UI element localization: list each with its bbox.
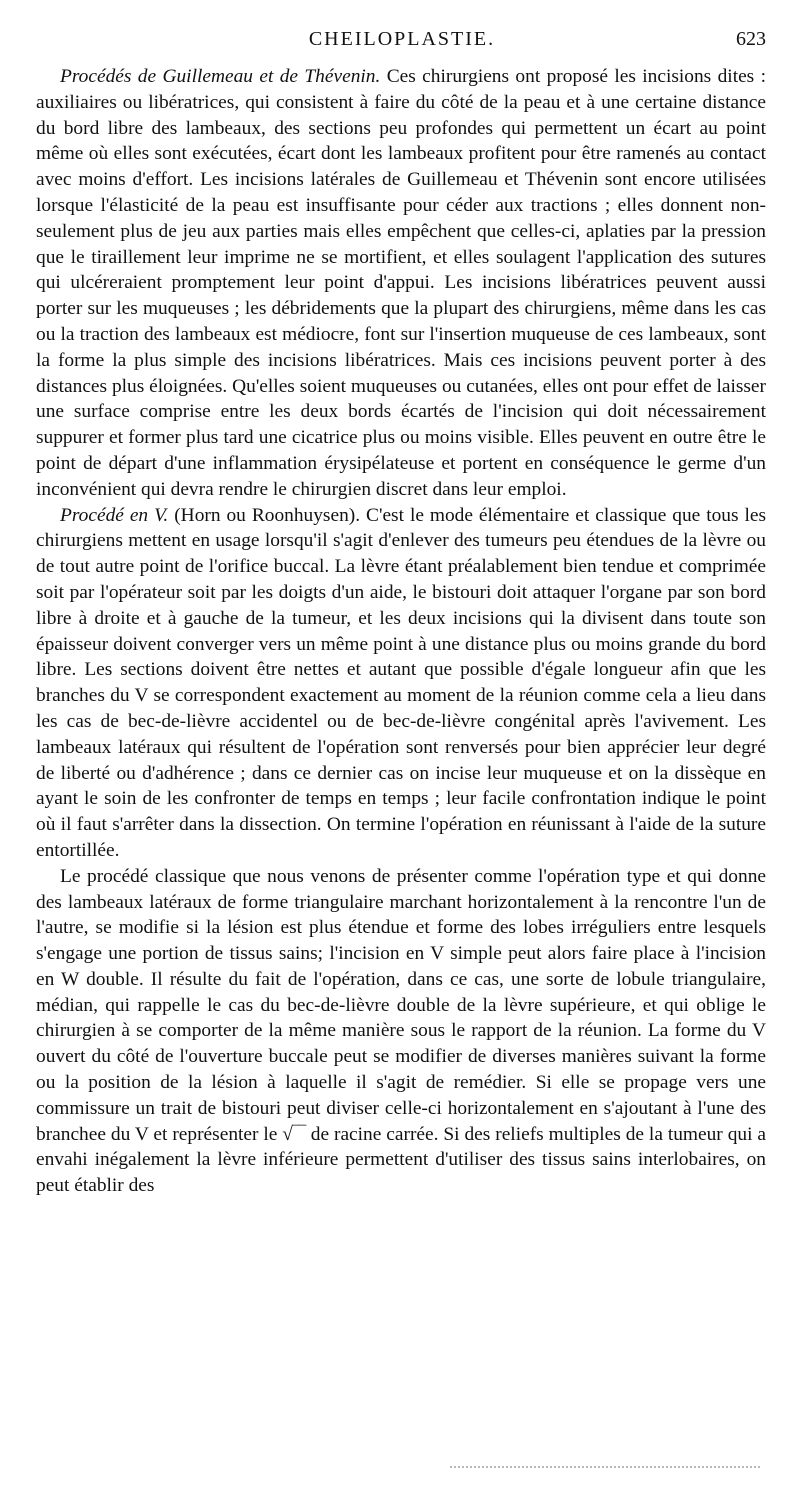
paragraph-procede-classique xyxy=(36,864,766,1199)
body-text xyxy=(36,64,766,1199)
page-header xyxy=(38,28,766,58)
paragraph-text: Le procédé classique que nous venons de présenter comme l'opération type et qui donne des lambeaux latéraux de forme triangulaire marchant horizontalement à la rencontre l'un de l'autre, se modifie si la lésion est plus étendue et forme des lobes irréguliers entre lesquels s'engage une portion de tissus sains; l'incision en V simple peut alors faire place à l'incision en W double. Il résulte du fait de l'opération, dans ce cas, une sorte de lobule triangulaire, médian, qui rappelle le cas du bec-de-lièvre double de la lèvre supérieure, et qui oblige le chirurgien à se comporter de la même manière sous le rapport de la réunion. La forme du V ouvert du côté de l'ouverture buccale peut se modifier de diverses manières suivant la forme ou la position de la lésion à laquelle il s'agit de remédier. Si elle se propage vers une commissure un trait de bistouri peut diviser celle-ci horizontalement en s'ajoutant à l'une des branchee du V et représenter le √‾‾ de racine carrée. Si des reliefs multiples de la tumeur qui a envahi inégalement la lèvre inférieure permettent d'utiliser des tissus sains interlobaires, on peut établir des xyxy=(36,865,766,1197)
paragraph-lead: Procédé en V. xyxy=(60,504,169,526)
paragraph-procede-en-v xyxy=(36,503,766,864)
page-number: 623 xyxy=(736,28,766,50)
bleed-through-trace xyxy=(450,1466,760,1472)
paragraph-text: (Horn ou Roonhuysen). C'est le mode élémentaire et classique que tous les chirurgiens mettent en usage lorsqu'il s'agit d'enlever des tumeurs peu étendues de la lèvre ou de tout autre point de l'orifice buccal. La lèvre étant préalablement bien tendue et comprimée soit par l'opérateur soit par les doigts d'un aide, le bistouri doit attaquer l'organe par son bord libre à droite et à gauche de la tumeur, et les deux incisions qui la divisent dans toute son épaisseur doivent converger vers un même point à une distance plus ou moins grande du bord libre. Les sections doivent être nettes et autant que possible d'égale longueur afin que les branches du V se correspondent exactement au moment de la réunion comme cela a lieu dans les cas de bec-de-lièvre accidentel ou de bec-de-lièvre congénital après l'avivement. Les lambeaux latéraux qui résultent de l'opération sont renversés pour bien apprécier leur degré de liberté ou d'adhérence ; dans ce dernier cas on incise leur muqueuse et on la dissèque en ayant le soin de les confronter de temps en temps ; leur facile confrontation indique le point où il faut s'arrêter dans la dissection. On termine l'opération en réunissant à l'aide de la suture entortillée. xyxy=(36,504,767,861)
paragraph-guillemeau xyxy=(36,64,766,503)
running-title: CHEILOPLASTIE. xyxy=(308,28,496,50)
paragraph-lead: Procédés de Guillemeau et de Thévenin. xyxy=(60,66,381,87)
paragraph-text: Ces chirurgiens ont proposé les incisions dites : auxiliaires ou libératrices, qui consistent à faire du côté de la peau et à une certaine distance du bord libre des lambeaux, des sections peu profondes qui permettent un écart au point même où elles sont exécutées, écart dont les lambeaux profitent pour être ramenés au contact avec moins d'effort. Les incisions latérales de Guillemeau et Thévenin sont encore utilisées lorsque l'élasticité de la peau est insuffisante pour céder aux tractions ; elles donnent non-seulement plus de jeu aux parties mais elles empêchent que celles-ci, aplaties par la pression que le tiraillement leur imprime ne se mortifient, et elles soulagent l'application des sutures qui ulcéreraient promptement leur point d'appui. Les incisions libératrices peuvent aussi porter sur les muqueuses ; les débridements que la plupart des chirurgiens, même dans les cas ou la traction des lambeaux est médiocre, font sur l'insertion muqueuse de ces lambeaux, sont la forme la plus simple des incisions libératrices. Mais ces incisions peuvent porter à des distances plus éloignées. Qu'elles soient muqueuses ou cutanées, elles ont pour effet de laisser une surface comprise entre les deux bords écartés de l'incision qui doit nécessairement suppurer et former plus tard une cicatrice plus ou moins visible. Elles peuvent en outre être le point de départ d'une inflammation érysipélateuse et portent en conséquence le germe d'un inconvénient qui devra rendre le chirurgien discret dans leur emploi. xyxy=(36,66,766,500)
